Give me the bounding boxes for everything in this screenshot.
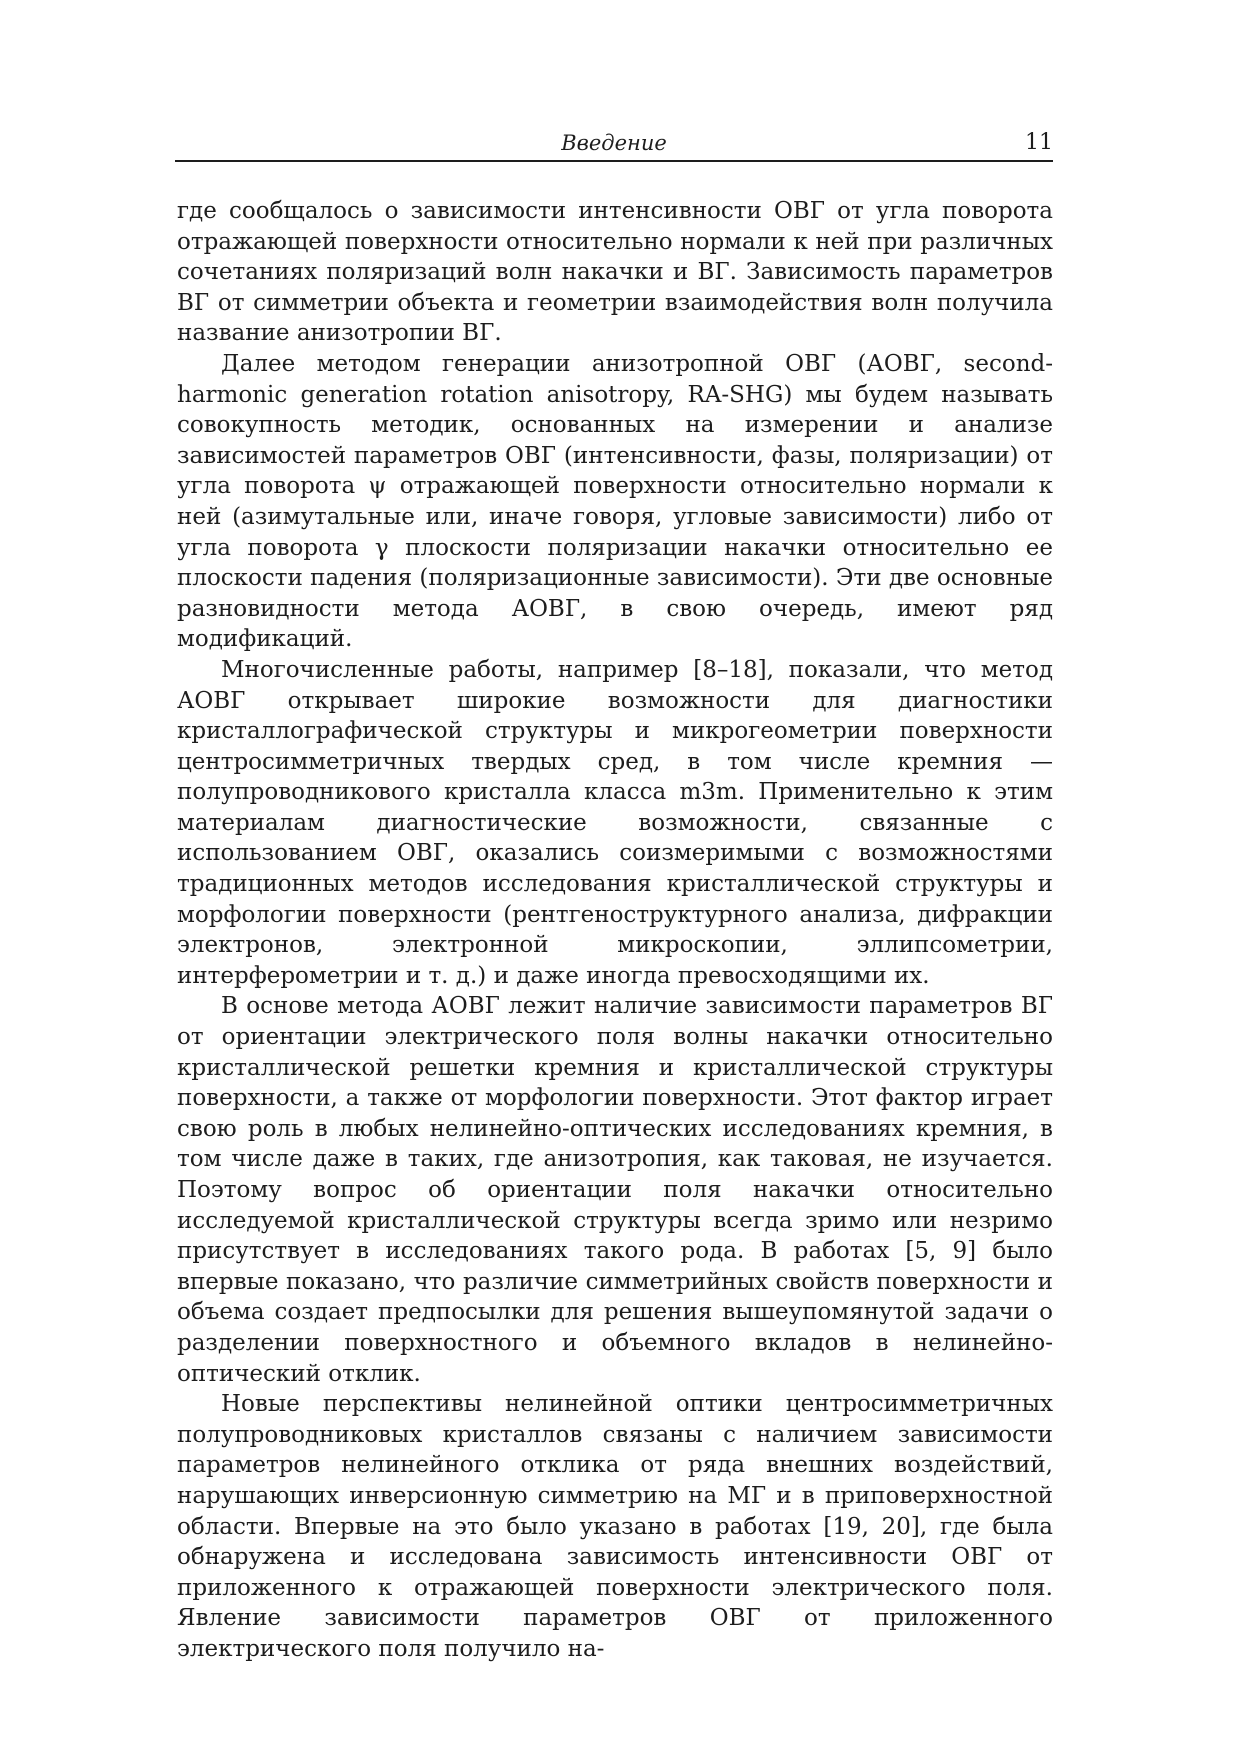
paragraph-1: где сообщалось о зависимости интенсивности ОВГ от угла поворота отражающей поверхности относительно нормали к ней при различных сочетаниях поляризаций волн накачки и ВГ. Зависимость параметров ВГ от симметрии объекта и геометрии взаимодействия волн получила название анизотропии ВГ. <box>177 198 1053 347</box>
page-number: 11 <box>1025 130 1053 155</box>
paragraph-3: Многочисленные работы, например [8–18], показали, что метод АОВГ открывает широкие возможности для диагностики кристаллографической структуры и микрогеометрии поверхности центросимметричных твердых сред, в том числе кремния — полупроводникового кристалла класса m3m. Применительно к этим материалам диагностические возможности, связанные с использованием ОВГ, оказались соизмеримыми с возможностями традиционных методов исследования кристаллической структуры и морфологии поверхности (рентгеноструктурного анализа, дифракции электронов, электронной микроскопии, эллипсометрии, интерферометрии и т. д.) и даже иногда превосходящими их. <box>177 656 1053 989</box>
body-text <box>177 196 1053 1665</box>
paragraph-4: В основе метода АОВГ лежит наличие зависимости параметров ВГ от ориентации электрического поля волны накачки относительно кристаллической решетки кремния и кристаллической структуры поверхности, а также от морфологии поверхности. Этот фактор играет свою роль в любых нелинейно-оптических исследованиях кремния, в том числе даже в таких, где анизотропия, как таковая, не изучается. Поэтому вопрос об ориентации поля накачки относительно исследуемой кристаллической структуры всегда зримо или незримо присутствует в исследованиях такого рода. В работах [5, 9] было впервые показано, что различие симметрийных свойств поверхности и объема создает предпосылки для решения вышеупомянутой задачи о разделении поверхностного и объемного вкладов в нелинейно-оптический отклик. <box>177 993 1053 1387</box>
paragraph-5: Новые перспективы нелинейной оптики центросимметричных полупроводниковых кристаллов связаны с наличием зависимости параметров нелинейного отклика от ряда внешних воздействий, нарушающих инверсионную симметрию на МГ и в приповерхностной области. Впервые на это было указано в работах [19, 20], где была обнаружена и исследована зависимость интенсивности ОВГ от приложенного к отражающей поверхности электрического поля. Явление зависимости параметров ОВГ от приложенного электрического поля получило на- <box>177 1391 1053 1662</box>
running-title: Введение <box>561 131 667 155</box>
page-header <box>175 130 1053 162</box>
paragraph-2: Далее методом генерации анизотропной ОВГ (АОВГ, second-harmonic generation rotation anisotropy, RA-SHG) мы будем называть совокупность методик, основанных на измерении и анализе зависимостей параметров ОВГ (интенсивности, фазы, поляризации) от угла поворота ψ отражающей поверхности относительно нормали к ней (азимутальные или, иначе говоря, угловые зависимости) либо от угла поворота γ плоскости поляризации накачки относительно ее плоскости падения (поляризационные зависимости). Эти две основные разновидности метода АОВГ, в свою очередь, имеют ряд модификаций. <box>177 350 1053 653</box>
